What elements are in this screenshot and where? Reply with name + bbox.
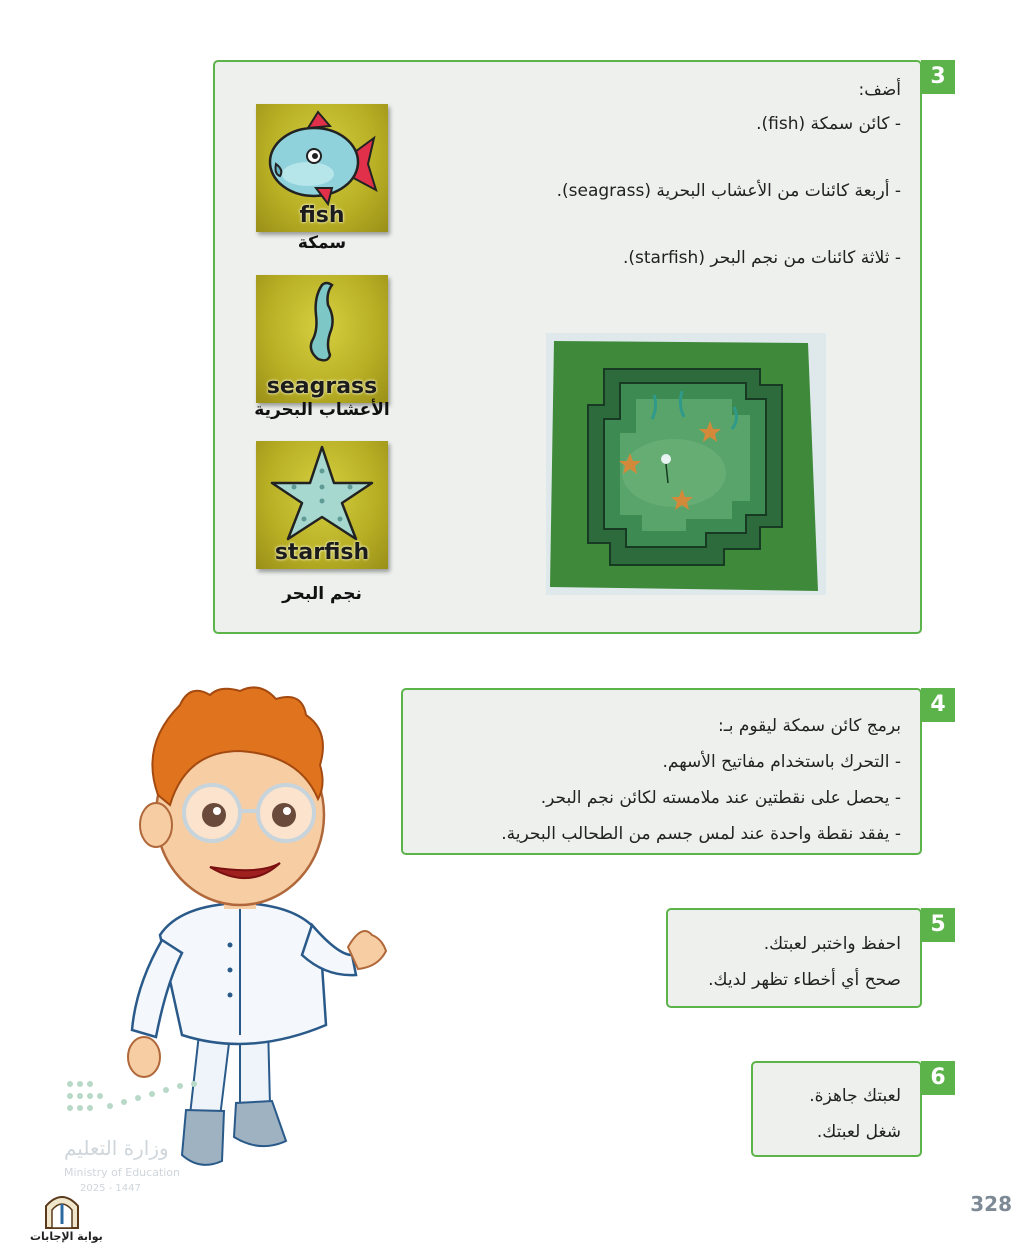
step4-text	[441, 708, 901, 852]
step4-line: - يحصل على نقطتين عند ملامسته لكائن نجم البحر.	[540, 788, 901, 808]
step6-number: 6	[921, 1061, 955, 1095]
ministry-name-en: Ministry of Education	[64, 1166, 181, 1179]
step3-text	[481, 80, 901, 268]
sprite-label: fish	[299, 203, 345, 228]
step4-line: برمج كائن سمكة ليقوم بـ:	[718, 716, 901, 736]
sprite-caption: نجم البحر	[282, 584, 362, 604]
site-logo-icon	[40, 1188, 84, 1230]
step3-number: 3	[921, 60, 955, 94]
step6-line: شغل لعبتك.	[816, 1122, 901, 1142]
step4-line: - يفقد نقطة واحدة عند لمس جسم من الطحالب البحرية.	[501, 824, 901, 844]
sprite-label: seagrass	[266, 374, 378, 399]
sprite-tile-fish	[256, 104, 388, 232]
step5-line: احفظ واختبر لعبتك.	[763, 934, 901, 954]
ministry-name-ar: وزارة التعليم	[64, 1136, 169, 1160]
sprite-caption: الأعشاب البحرية	[254, 400, 390, 420]
step5-text	[681, 926, 901, 998]
ministry-logo-dots	[64, 1078, 204, 1118]
step4-line: - التحرك باستخدام مفاتيح الأسهم.	[662, 752, 901, 772]
step5-number: 5	[921, 908, 955, 942]
sprite-caption: سمكة	[297, 233, 347, 253]
step3-item: - أربعة كائنات من الأعشاب البحرية (seagrass).	[556, 181, 901, 201]
ministry-year: 2025 - 1447	[80, 1183, 141, 1194]
site-logo-text: بوابة الإجابات	[30, 1230, 103, 1243]
game-scene-image	[546, 333, 826, 595]
step4-number: 4	[921, 688, 955, 722]
sprite-tile-seagrass	[256, 275, 388, 403]
step5-line: صحح أي أخطاء تظهر لديك.	[708, 970, 901, 990]
step3-item: - ثلاثة كائنات من نجم البحر (starfish).	[622, 248, 901, 268]
step6-line: لعبتك جاهزة.	[809, 1086, 901, 1106]
sprite-label: starfish	[274, 540, 370, 565]
step3-heading: أضف:	[858, 80, 901, 100]
page-number: 328	[970, 1192, 1012, 1216]
step3-item: - كائن سمكة (fish).	[756, 114, 901, 134]
sprite-tile-starfish	[256, 441, 388, 569]
step6-text	[761, 1078, 901, 1150]
